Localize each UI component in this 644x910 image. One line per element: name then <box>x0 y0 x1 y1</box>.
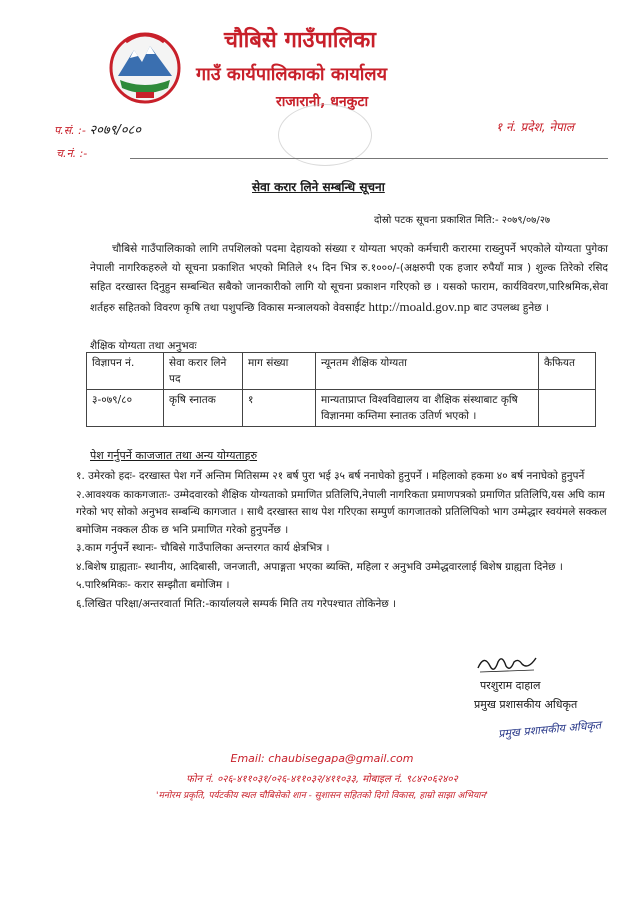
reference-value: २०७९/०८० <box>89 123 142 138</box>
reference-label: प.सं. :- <box>54 124 86 137</box>
office-stamp <box>278 104 372 166</box>
header-cell: माग संख्या <box>243 353 316 390</box>
url-suffix: बाट उपलब्ध हुनेछ । <box>473 302 549 314</box>
notice-body-text: चौबिसे गाउँपालिकाको लागि तपशिलको पदमा देहायको संख्या र योग्यता भएको कर्मचारी करारमा राख्नुपर्ने भएकोले योग्यता पुगेका नेपाली नागरिकहरुले यो सूचना प्रकाशित भएको मितिले १५ दिन भित्र रु.१०००/-(अक्षरुपी एक हजार रुपैयाँ मात्र ) शुल्क तिरेको रसिद सहित दरखास्त दिनुहुन सम्बन्धित सबैको जानकारीको लागि यो सूचना प्रकाशन गरिएको छ । यसको फाराम, कार्यविवरण,पारिश्रमिक,सेवा शर्तहरु सहितको विवरण कृषि तथा पशुपन्छि विकास मन्त्रालयको वेवसाईट <box>90 243 608 314</box>
table-caption: शैक्षिक योग्यता तथा अनुभवः <box>90 340 197 352</box>
header-cell: कैफियत <box>539 353 596 390</box>
table-row <box>87 390 596 427</box>
list-item: १. उमेरको हदः- दरखास्त पेश गर्ने अन्तिम मितिसम्म २१ बर्ष पुरा भई ३५ बर्ष ननाघेको हुनुपर्ने । महिलाको हकमा ४० बर्ष ननाघेको हुनुपर्ने <box>76 470 585 482</box>
ministry-website-link[interactable]: http://moald.gov.np <box>368 299 471 314</box>
list-item: ६.लिखित परिक्षा/अन्तरवार्ता मिति:-कार्यालयले सम्पर्क मिति तय गरेपश्चात तोकिनेछ । <box>76 597 397 610</box>
header-cell: सेवा करार लिने पद <box>164 353 243 390</box>
table-cell: ३-०७९/८० <box>87 390 164 427</box>
qualification-table <box>86 352 596 427</box>
office-location: राजारानी, धनकुटा <box>276 94 369 110</box>
signatory-title: प्रमुख प्रशासकीय अधिकृत <box>474 698 578 711</box>
table-cell: कृषि स्नातक <box>164 390 243 427</box>
footer-email: Email: chaubisegapa@gmail.com <box>230 752 414 765</box>
table-cell: मान्यताप्राप्त विश्वविद्यालय वा शैक्षिक संस्थाबाट कृषि विज्ञानमा कम्तिमा स्नातक उतिर्ण भएको । <box>316 390 539 427</box>
dispatch-label: च.नं. :- <box>56 147 88 160</box>
footer-slogan: 'मनोरम प्रकृति, पर्यटकीय स्थल चौबिसेको शान - सुशासन सहितको दिगो विकास, हाम्रो साझा अभियान' <box>156 791 488 801</box>
reference-number <box>54 120 141 138</box>
list-item: ४.बिशेष ग्राह्यताः- स्थानीय, आदिबासी, जनजाती, अपाङ्गता भएका ब्यक्ति, महिला र अनुभवि उम्मेद्धवारलाई बिशेष ग्राह्यता दिनेछ । <box>76 560 563 573</box>
published-date: दोस्रो पटक सूचना प्रकाशित मिति:- २०७९/०७/२७ <box>374 215 551 226</box>
list-item: ३.काम गर्नुपर्ने स्थानः- चौबिसे गाउँपालिका अन्तरगत कार्य क्षेत्रभित्र । <box>76 542 330 554</box>
notice-body <box>90 240 608 318</box>
handwritten-signature <box>474 650 540 676</box>
list-item: ५.पारिश्रमिकः- करार सम्झौता बमोजिम । <box>76 579 230 591</box>
list-item: २.आवश्यक काकगजातः- उम्मेदवारको शैक्षिक योग्यताको प्रमाणित प्रतिलिपि,नेपाली नागरिकता प्रमाणपत्रको प्रमाणित प्रतिलिपि,यस अघि काम गरेको भए सोको अनुभव सम्बन्धि कागजात । साथै दरखास्त साथ पेश गरिएका सम्पुर्ण कागजातको प्रतिलिपिको भाग उम्मेद्धार स्वयंमले सक्कल बमोजिम नक्कल ठीक छ भनि प्रमाणित गरेको हुनुपर्नेछ । <box>76 488 607 536</box>
table-cell: १ <box>243 390 316 427</box>
footer-phone: फोन नं. ०२६-४११०३१/०२६-४११०३२/४११०३३, मोबाइल नं. ९८४२०६२४०२ <box>186 774 458 785</box>
notice-title: सेवा करार लिने सम्बन्धि सूचना <box>252 180 385 194</box>
table-header-row <box>87 353 596 390</box>
province-label: १ नं. प्रदेश, नेपाल <box>496 120 575 134</box>
signatory-stamp: प्रमुख प्रशासकीय अधिकृत <box>497 718 602 741</box>
municipality-name: चौबिसे गाउँपालिका <box>224 28 377 53</box>
header-cell: न्यूनतम शैक्षिक योग्यता <box>316 353 539 390</box>
header-divider <box>130 158 608 159</box>
requirements-list <box>76 468 610 614</box>
table-cell <box>539 390 596 427</box>
municipality-emblem-logo <box>106 28 184 106</box>
office-name: गाउँ कार्यपालिकाको कार्यालय <box>196 64 388 85</box>
requirements-heading: पेश गर्नुपर्ने काजजात तथा अन्य योग्यताहरु <box>90 449 258 462</box>
signatory-name: परशुराम दाहाल <box>480 679 541 692</box>
header-cell: विज्ञापन नं. <box>87 353 164 390</box>
